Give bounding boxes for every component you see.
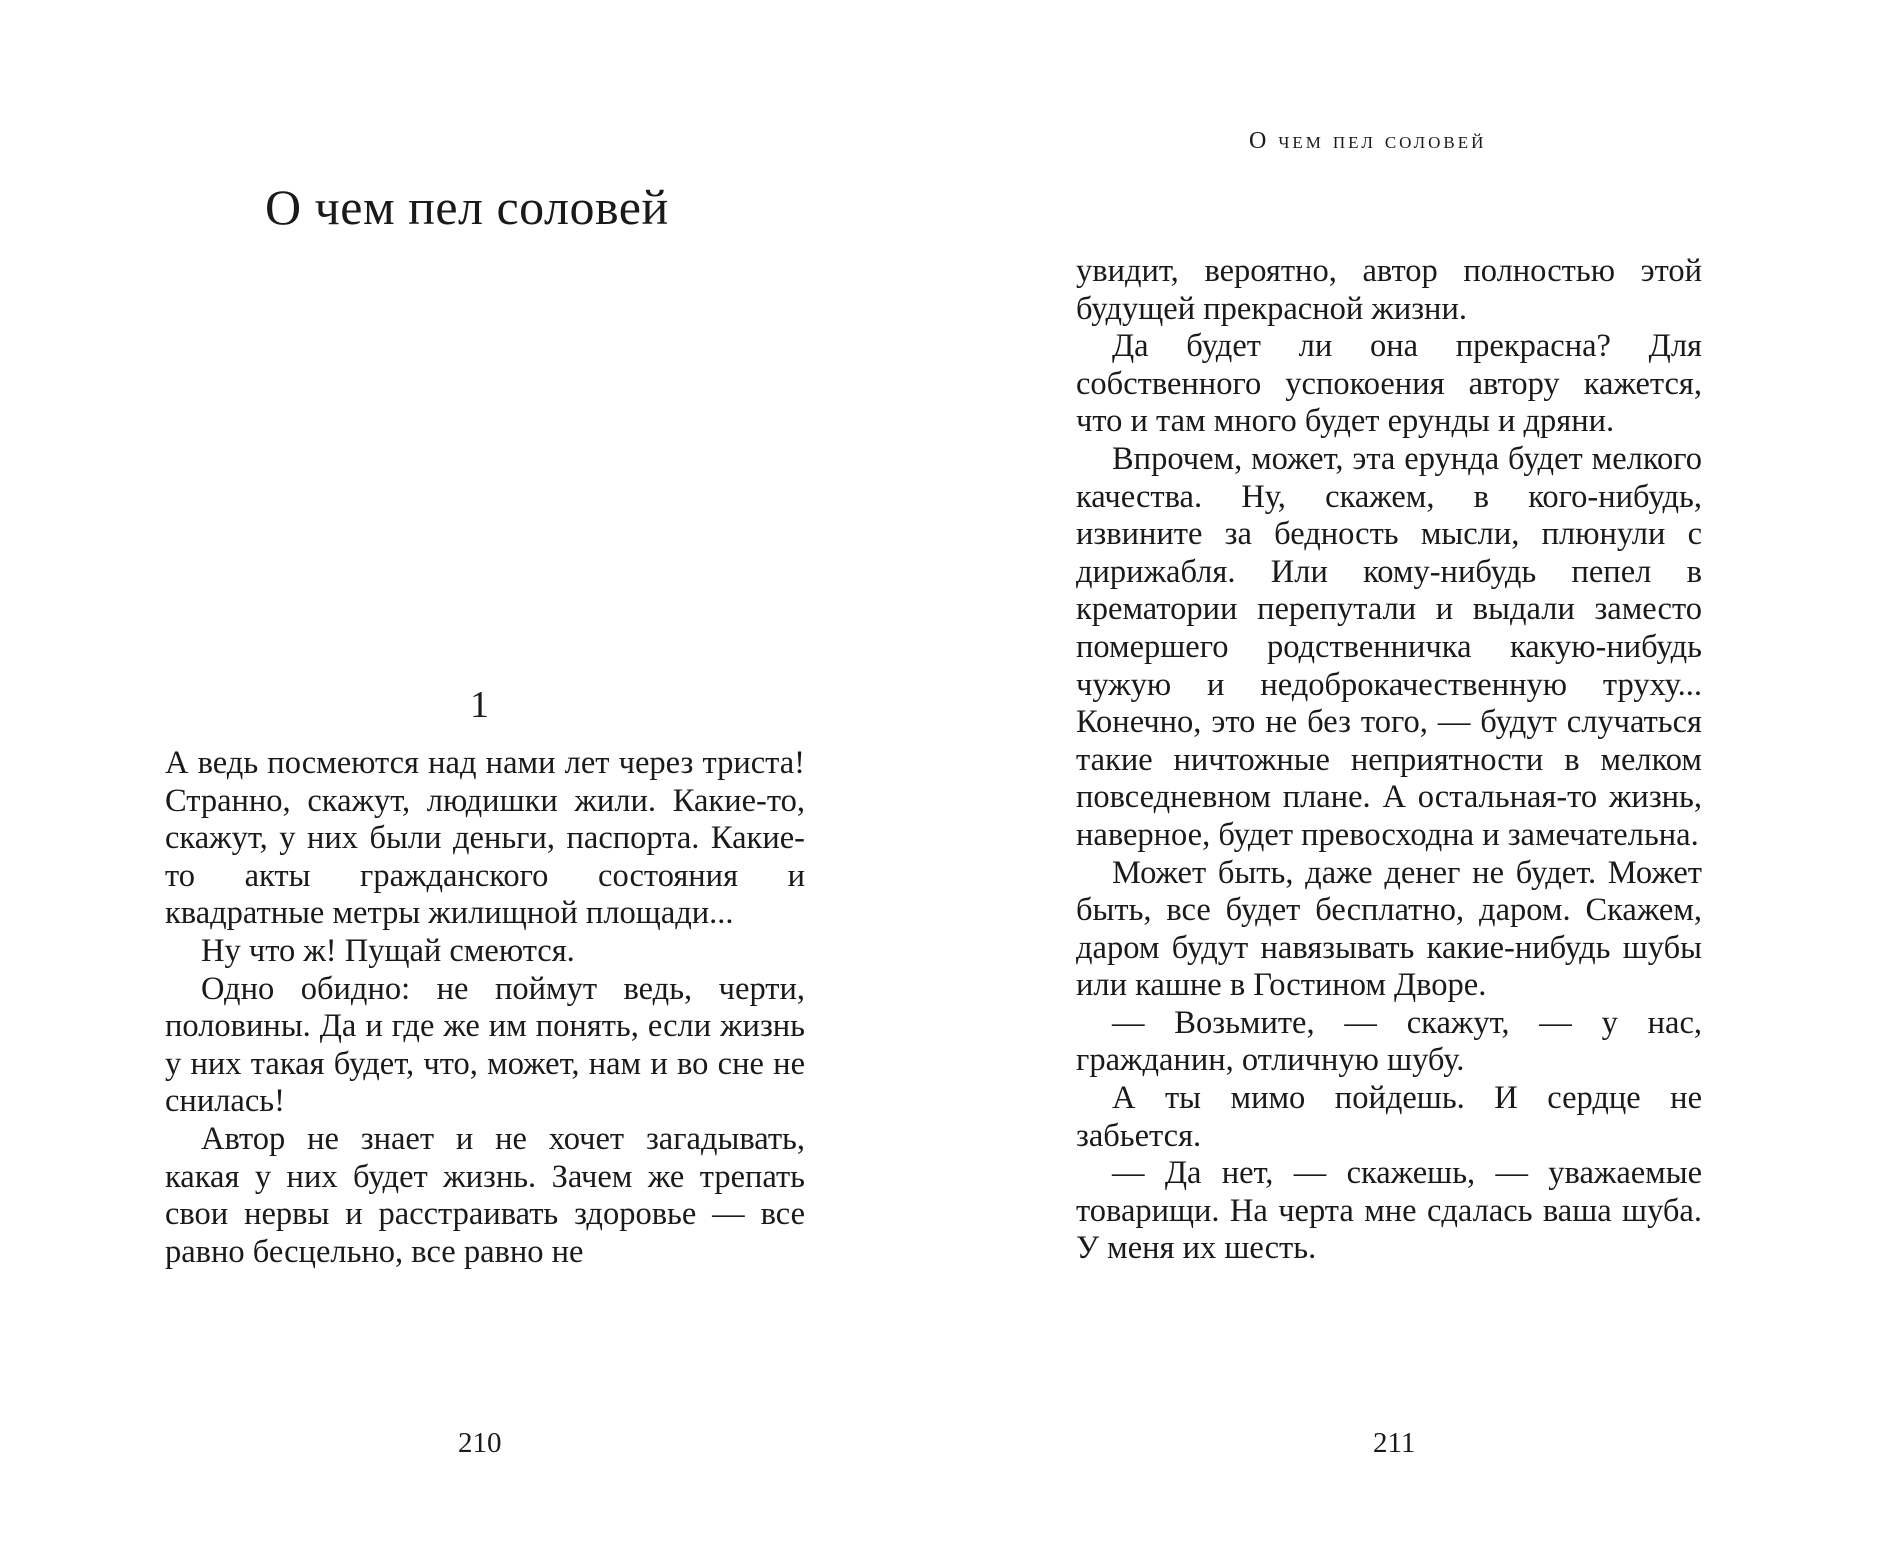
paragraph: — Возьмите, — скажут, — у нас, гражданин, отличную шубу. <box>1076 1004 1702 1079</box>
paragraph: Одно обидно: не поймут ведь, черти, половины. Да и где же им понять, если жизнь у них такая будет, что, может, нам и во сне не снилась! <box>165 970 805 1120</box>
section-number: 1 <box>470 684 489 726</box>
paragraph: Может быть, даже денег не будет. Может быть, все будет бесплатно, даром. Скажем, даром будут навязывать какие-нибудь шубы или кашне в Гостином Дворе. <box>1076 854 1702 1004</box>
paragraph: — Да нет, — скажешь, — уважаемые товарищи. На черта мне сдалась ваша шуба. У меня их шесть. <box>1076 1155 1702 1267</box>
chapter-title: О чем пел соловей <box>265 179 669 235</box>
paragraph: Впрочем, может, эта ерунда будет мелкого качества. Ну, скажем, в кого-нибудь, извините за бедность мысли, плюнули с дирижабля. Или кому-нибудь пепел в крематории перепутали и выдали заместо помершего родственничка какую-нибудь чужую и недоброкачественную труху... Конечно, это не без того, — будут случаться такие ничтожные неприятности в мелком повседневном плане. А остальная-то жизнь, наверное, будет превосходна и замечательна. <box>1076 440 1702 853</box>
right-page-text <box>1076 253 1702 1268</box>
left-page-text <box>165 745 805 1271</box>
paragraph: Ну что ж! Пущай смеются. <box>201 932 575 969</box>
paragraph: увидит, вероятно, автор полностью этой будущей прекрасной жизни. <box>1076 253 1702 327</box>
paragraph: Автор не знает и не хочет загадывать, какая у них будет жизнь. Зачем же трепать свои нервы и расстраивать здоровье — все равно бесцельно, все равно не <box>165 1120 805 1270</box>
right-page <box>944 0 1888 1552</box>
page-number: 210 <box>458 1427 502 1459</box>
paragraph: А ведь посмеются над нами лет через триста! Странно, скажут, людишки жили. Какие-то, скажут, у них были деньги, паспорта. Какие-то акты гражданского состояния и квадратные метры жилищной площади... <box>165 745 805 932</box>
paragraph: Да будет ли она прекрасна? Для собственного успокоения автору кажется, что и там много будет ерунды и дряни. <box>1076 328 1702 440</box>
paragraph: А ты мимо пойдешь. И сердце не забьется. <box>1076 1080 1702 1154</box>
running-head: О чем пел соловей <box>1249 128 1487 154</box>
page-number: 211 <box>1373 1427 1416 1459</box>
